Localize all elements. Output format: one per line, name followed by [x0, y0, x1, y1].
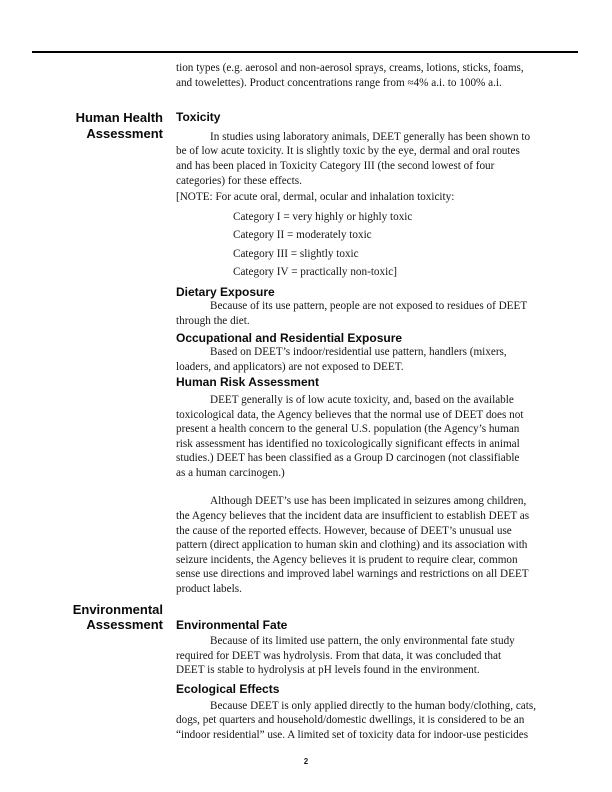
- text-line: Because of its limited use pattern, the only environmental fate study: [210, 635, 515, 648]
- text-line: Although DEET’s use has been implicated in seizures among children,: [210, 495, 527, 508]
- text-line: tion types (e.g. aerosol and non-aerosol sprays, creams, lotions, sticks, foams,: [176, 62, 524, 74]
- margin-column: [36, 601, 176, 633]
- subheading-human-risk-assessment: Human Risk Assessment: [176, 375, 319, 390]
- margin-heading-human-health-assessment: [36, 110, 163, 141]
- text-line: “indoor residential” use. A limited set of toxicity data for indoor-use pesticides: [176, 728, 529, 741]
- text-line: Based on DEET’s indoor/residential use pattern, handlers (mixers,: [210, 346, 507, 359]
- text-line: and has been placed in Toxicity Category III (the second lowest of four: [176, 159, 495, 172]
- text-line: loaders, and applicators) are not exposed to DEET.: [176, 360, 404, 373]
- text-line: Environmental: [72, 601, 163, 617]
- subheading-dietary-exposure: Dietary Exposure: [176, 284, 275, 299]
- text-line: through the diet.: [176, 314, 250, 327]
- intro-body: [176, 61, 578, 90]
- margin-column: [36, 110, 176, 141]
- text-line: In studies using laboratory animals, DEET generally has been shown to: [210, 130, 531, 143]
- risk-paragraph-1: [176, 393, 578, 481]
- text-line: be of low acute toxicity. It is slightly toxic by the eye, dermal and oral routes: [176, 145, 520, 158]
- text-line: Human Health: [75, 110, 163, 126]
- toxicity-paragraph: [176, 130, 578, 188]
- text-line: Assessment: [86, 125, 163, 141]
- ecological-effects-paragraph: [176, 699, 578, 743]
- toxicity-note-line: [NOTE: For acute oral, dermal, ocular and inhalation toxicity:: [176, 191, 455, 204]
- text-line: DEET is stable to hydrolysis at pH levels found in the environment.: [176, 664, 480, 677]
- section-human-health-assessment: [36, 110, 578, 596]
- text-line: and towelettes). Product concentrations range from ≈4% a.i. to 100% a.i.: [176, 76, 502, 89]
- intro-row: [36, 61, 578, 90]
- page-content: [36, 53, 578, 742]
- occupational-paragraph: [176, 345, 578, 374]
- text-line: Because DEET is only applied directly to the human body/clothing, cats,: [210, 699, 537, 712]
- text-line: product labels.: [176, 583, 242, 596]
- subheading-ecological-effects: Ecological Effects: [176, 682, 280, 696]
- text-line: toxicological data, the Agency believes that the normal use of DEET does not: [176, 408, 524, 421]
- text-line: dogs, pet quarters and household/domestic dwellings, it is considered to be an: [176, 714, 525, 727]
- text-line: the Agency believes that the incident data are insufficient to establish DEET as: [176, 510, 530, 523]
- subheading-environmental-fate: Environmental Fate: [176, 617, 288, 632]
- subheading-occupational-residential-exposure: Occupational and Residential Exposure: [176, 330, 403, 345]
- dietary-paragraph: [176, 299, 578, 328]
- text-line: the cause of the reported effects. However, because of DEET’s unusual use: [176, 524, 512, 537]
- text-line: required for DEET was hydrolysis. From that data, it was concluded that: [176, 649, 502, 662]
- human-health-body: [176, 110, 578, 596]
- text-line: seizure incidents, the Agency believes it is prudent to require clear, common: [176, 553, 518, 566]
- text-line: Because of its use pattern, people are not exposed to residues of DEET: [210, 300, 528, 313]
- text-line: as a human carcinogen.): [176, 466, 285, 479]
- toxicity-category-list: [233, 208, 578, 282]
- margin-heading-environmental-assessment: [36, 602, 163, 633]
- text-line: Category I = very highly or highly toxic: [233, 210, 413, 223]
- text-line: Assessment: [86, 617, 163, 633]
- text-line: sense use directions and improved label warnings and restrictions on all DEET: [176, 568, 529, 581]
- environmental-body: [176, 618, 578, 743]
- text-line: Category IV = practically non-toxic]: [233, 266, 397, 279]
- text-line: risk assessment has identified no toxicologically significant effects in animal: [176, 437, 520, 450]
- text-line: present a health concern to the general U.S. population (the Agency’s human: [176, 423, 520, 436]
- text-line: studies.) DEET has been classified as a Group D carcinogen (not classifiable: [176, 452, 520, 465]
- subheading-toxicity: Toxicity: [176, 110, 221, 125]
- text-line: categories) for these effects.: [176, 174, 302, 187]
- environmental-fate-paragraph: [176, 634, 578, 678]
- page-number: 2: [303, 757, 309, 766]
- text-line: DEET generally is of low acute toxicity, and, based on the available: [210, 393, 514, 406]
- text-line: Category III = slightly toxic: [233, 247, 359, 260]
- risk-paragraph-2: [176, 494, 578, 596]
- intro-paragraph: [176, 61, 578, 90]
- text-line: Category II = moderately toxic: [233, 229, 372, 242]
- section-environmental-assessment: [36, 601, 578, 743]
- text-line: pattern (direct application to human skin and clothing) and its association with: [176, 539, 528, 552]
